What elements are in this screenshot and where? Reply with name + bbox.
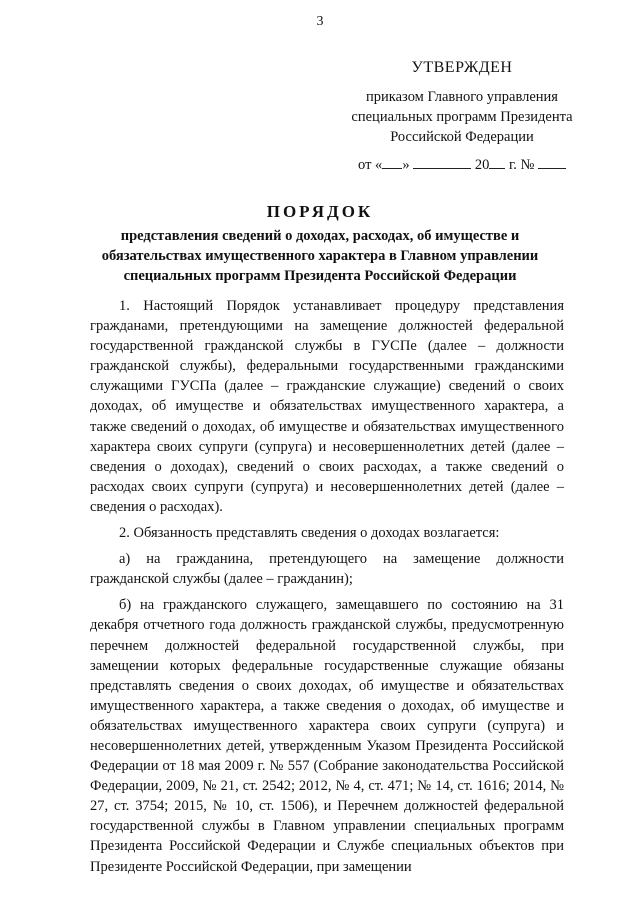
order-day-handwritten [382, 168, 402, 169]
paragraph-2a: а) на гражданина, претендующего на замещение должности гражданской службы (далее – гражданин); [90, 551, 564, 588]
approval-line: Российской Федерации [390, 129, 534, 145]
order-year-handwritten [489, 168, 505, 169]
approval-title: УТВЕРЖДЕН [411, 59, 513, 76]
paragraph-2b: б) на гражданского служащего, замещавшего по состоянию на 31 декабря отчетного года должность гражданской службы, предусмотренную перечнем должностей федеральной государственной службы, при замещении которых федеральные государственные служащие обязаны представлять сведения о своих доходах, об имуществе и обязательствах имущественного характера, а также сведения о доходах, об имуществе и обязательствах имущественного характера своих супруги (супруга) и несовершеннолетних детей, утвержденным Указом Президента Российской Федерации от 18 мая 2009 г. № 557 (Собрание законодательства Российской Федерации, 2009, № 21, ст. 2542; 2012, № 4, ст. 471; № 14, ст. 1616; 2014, № 27, ст. 3754; 2015, № 10, ст. 1506), и Перечнем должностей федеральной государственной службы в Главном управлении специальных программ Президента Российской Федерации и Службе специальных объектов при Президенте Российской Федерации, при замещении [90, 597, 564, 875]
document-title: ПОРЯДОК [266, 202, 374, 221]
order-number-label: г. № [508, 157, 535, 173]
approval-line: приказом Главного управления [366, 89, 558, 105]
order-reference [322, 155, 602, 175]
document-body [90, 296, 564, 877]
paragraph-1: 1. Настоящий Порядок устанавливает процедуру представления гражданами, претендующими на замещение должностей федеральной государственной гражданской службы в ГУСПе (далее – должности гражданской службы), федеральными государственными гражданскими служащими ГУСПа (далее – гражданские служащие) сведений о своих доходах, об имуществе и обязательствах имущественного характера, а также сведений о доходах, об имуществе и обязательствах имущественного характера своих супруги (супруга) и несовершеннолетних детей (далее – сведения о доходах), сведений о своих расходах, а также сведений о расходах своих супруги (супруга) и несовершеннолетних детей (далее – сведения о расходах). [90, 298, 564, 515]
order-quote-close: » [402, 157, 410, 173]
approval-line: специальных программ Президента [351, 109, 573, 125]
order-prefix: от « [358, 157, 383, 173]
order-month-handwritten [413, 168, 471, 169]
order-number-handwritten [538, 168, 566, 169]
order-century: 20 [474, 157, 490, 173]
approval-block [322, 58, 602, 175]
document-subtitle: представления сведений о доходах, расходах, об имуществе и обязательствах имущественного характера в Главном управлении специальных программ Президента Российской Федерации [101, 228, 539, 284]
page-number: 3 [316, 14, 324, 29]
paragraph-2: 2. Обязанность представлять сведения о доходах возлагается: [119, 525, 500, 542]
